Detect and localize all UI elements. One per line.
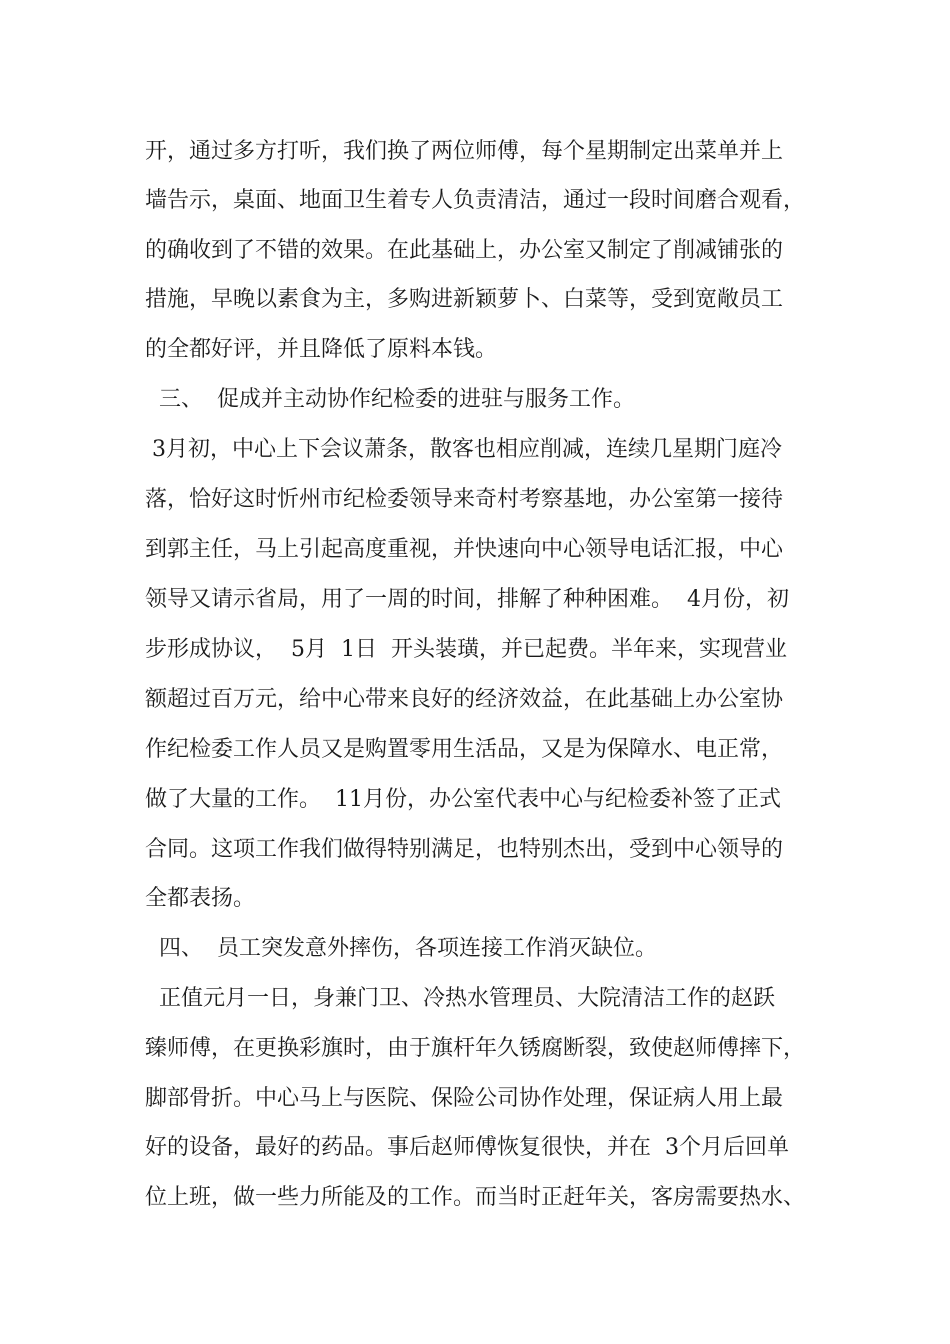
text-line: 落，恰好这时忻州市纪检委领导来奇村考察基地，办公室第一接待	[145, 487, 784, 512]
text-line: 好的设备，最好的药品。事后赵师傅恢复很快，并在 3个月后回单	[145, 1135, 789, 1160]
text-line: 3月初，中心上下会议萧条，散客也相应削减，连续几星期门庭冷	[145, 437, 782, 462]
text-line: 到郭主任，马上引起高度重视，并快速向中心领导电话汇报，中心	[145, 537, 784, 562]
text-line: 的确收到了不错的效果。在此基础上，办公室又制定了削减铺张的	[145, 238, 784, 263]
text-line: 领导又请示省局，用了一周的时间，排解了种种困难。 4月份，初	[145, 587, 789, 612]
text-line: 合同。这项工作我们做得特别满足，也特别杰出，受到中心领导的	[145, 837, 784, 862]
text-line: 步形成协议， 5月 1日 开头装璜，并已起费。半年来，实现营业	[145, 637, 787, 662]
text-line: 位上班，做一些力所能及的工作。而当时正赶年关，客房需要热水、	[145, 1185, 806, 1210]
section-heading: 四、 员工突发意外摔伤，各项连接工作消灭缺位。	[145, 936, 657, 961]
text-line: 额超过百万元，给中心带来良好的经济效益，在此基础上办公室协	[145, 687, 784, 712]
text-line: 作纪检委工作人员又是购置零用生活品，又是为保障水、电正常，	[145, 737, 784, 762]
text-line: 墙告示，桌面、地面卫生着专人负责清洁，通过一段时间磨合观看，	[145, 188, 806, 213]
text-line: 措施，早晚以素食为主，多购进新颖萝卜、白菜等，受到宽敞员工	[145, 287, 784, 312]
text-line: 正值元月一日，身兼门卫、冷热水管理员、大院清洁工作的赵跃	[145, 986, 775, 1011]
text-line: 全都表扬。	[145, 886, 256, 911]
text-line: 的全都好评，并且降低了原料本钱。	[145, 337, 498, 362]
section-heading: 三、 促成并主动协作纪检委的进驻与服务工作。	[145, 387, 635, 412]
text-line: 开，通过多方打听，我们换了两位师傅，每个星期制定出菜单并上	[145, 139, 784, 164]
text-line: 做了大量的工作。 11月份，办公室代表中心与纪检委补签了正式	[145, 787, 781, 812]
text-line: 脚部骨折。中心马上与医院、保险公司协作处理，保证病人用上最	[145, 1086, 784, 1111]
text-line: 臻师傅，在更换彩旗时，由于旗杆年久锈腐断裂，致使赵师傅摔下，	[145, 1036, 806, 1061]
